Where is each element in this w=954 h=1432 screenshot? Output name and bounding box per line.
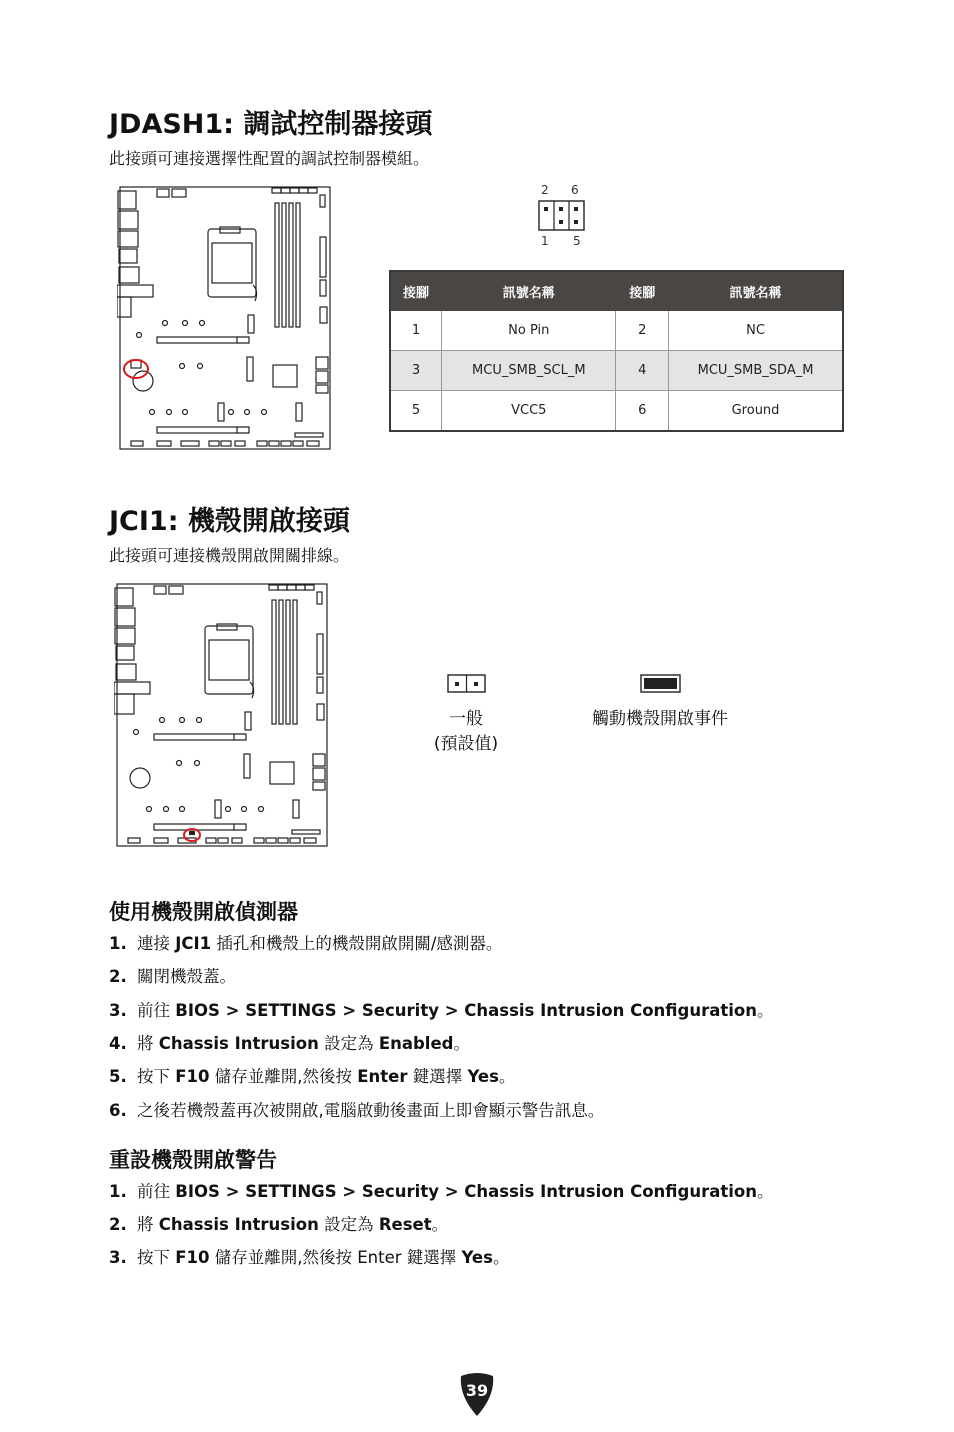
table-cell: 2 bbox=[616, 311, 669, 351]
step-text-bold: Yes bbox=[461, 1248, 493, 1267]
jci-normal-text: 一般 bbox=[449, 709, 483, 729]
page-number-badge bbox=[457, 1372, 497, 1418]
step-text: 儲存並離開,然後按 bbox=[209, 1067, 358, 1087]
reset-warning-step-3 bbox=[109, 1244, 509, 1268]
step-number: 1. bbox=[109, 934, 127, 953]
step-text: 設定為 bbox=[318, 1033, 379, 1053]
step-text-bold: Chassis Intrusion bbox=[158, 1215, 319, 1234]
step-text: 鍵選擇 bbox=[407, 1067, 468, 1087]
jdash-title: JDASH1: 調試控制器接頭 bbox=[109, 109, 433, 140]
table-row bbox=[390, 391, 843, 432]
table-cell: 3 bbox=[390, 351, 442, 391]
step-text-bold: Enabled bbox=[378, 1033, 454, 1053]
jci-normal-label bbox=[420, 707, 512, 757]
step-text: 關閉機殼蓋。 bbox=[137, 967, 236, 987]
motherboard-diagram-jdash bbox=[117, 185, 333, 451]
use-detector-step-5 bbox=[109, 1063, 515, 1087]
table-cell: 5 bbox=[390, 391, 442, 432]
table-cell: 4 bbox=[616, 351, 669, 391]
table-cell: MCU_SMB_SDA_M bbox=[669, 351, 843, 391]
col-header-pin: 接腳 bbox=[616, 271, 669, 311]
step-text: 插孔和機殼上的機殼開啟開關/感測器。 bbox=[211, 934, 503, 953]
step-text: 。 bbox=[431, 1215, 449, 1234]
jci-normal-jumper-icon bbox=[447, 674, 487, 698]
table-row bbox=[390, 351, 843, 391]
step-number: 2. bbox=[109, 1215, 127, 1234]
use-detector-step-1 bbox=[109, 930, 502, 954]
jci-trigger-jumper-icon bbox=[640, 674, 682, 698]
use-detector-heading: 使用機殼開啟偵測器 bbox=[109, 900, 298, 924]
jci-description: 此接頭可連接機殼開啟開關排線。 bbox=[109, 546, 350, 565]
step-text: 將 bbox=[137, 1033, 159, 1053]
step-text: 之後若機殼蓋再次被開啟,電腦啟動後畫面上即會顯示警告訊息。 bbox=[137, 1100, 605, 1120]
step-text: 儲存並離開,然後按 Enter 鍵選擇 bbox=[209, 1248, 462, 1267]
page-number: 39 bbox=[465, 1381, 489, 1400]
step-text: 。 bbox=[492, 1248, 510, 1267]
use-detector-step-2 bbox=[109, 963, 236, 987]
table-cell: 1 bbox=[390, 311, 442, 351]
step-number: 2. bbox=[109, 967, 127, 987]
step-text: 前往 bbox=[137, 1182, 176, 1201]
step-text-bold: BIOS > SETTINGS > Security > Chassis Intrusion Configuration bbox=[175, 1182, 757, 1201]
step-text: 前往 bbox=[137, 1000, 176, 1020]
step-number: 5. bbox=[109, 1067, 127, 1087]
step-text-bold: F10 bbox=[175, 1248, 210, 1267]
step-text-bold: Reset bbox=[378, 1215, 432, 1234]
pin-label-5: 5 bbox=[573, 234, 581, 248]
step-number: 4. bbox=[109, 1033, 127, 1053]
table-cell: 6 bbox=[616, 391, 669, 432]
table-cell: NC bbox=[669, 311, 843, 351]
col-header-signal: 訊號名稱 bbox=[669, 271, 843, 311]
jci-trigger-label: 觸動機殼開啟事件 bbox=[592, 709, 728, 729]
step-number: 3. bbox=[109, 1000, 127, 1020]
table-cell: VCC5 bbox=[442, 391, 616, 432]
jci-title: JCI1: 機殼開啟接頭 bbox=[109, 506, 350, 537]
reset-warning-step-2 bbox=[109, 1211, 448, 1235]
motherboard-diagram-jci bbox=[114, 582, 330, 848]
step-text: 按下 bbox=[137, 1248, 176, 1267]
use-detector-step-3 bbox=[109, 997, 773, 1021]
col-header-signal: 訊號名稱 bbox=[442, 271, 616, 311]
pin-label-2: 2 bbox=[541, 183, 549, 197]
step-number: 6. bbox=[109, 1100, 127, 1120]
table-cell: No Pin bbox=[442, 311, 616, 351]
step-text: 按下 bbox=[137, 1067, 176, 1087]
step-text-bold: F10 bbox=[175, 1067, 210, 1087]
jdash-header-diagram bbox=[538, 200, 586, 236]
step-text-bold: Chassis Intrusion bbox=[158, 1033, 319, 1053]
use-detector-step-6 bbox=[109, 1097, 604, 1121]
use-detector-step-4 bbox=[109, 1030, 470, 1054]
step-number: 3. bbox=[109, 1248, 127, 1267]
step-text-bold: JCI1 bbox=[175, 934, 212, 953]
col-header-pin: 接腳 bbox=[390, 271, 442, 311]
step-text-bold: Enter bbox=[357, 1067, 408, 1087]
jdash-pin-table bbox=[389, 270, 844, 432]
step-text: 。 bbox=[453, 1033, 470, 1053]
table-header-row bbox=[390, 271, 843, 311]
jci-normal-default-text: (預設值) bbox=[433, 734, 499, 754]
step-text-bold: Yes bbox=[467, 1067, 499, 1087]
step-text: 設定為 bbox=[318, 1215, 379, 1234]
pin-label-6: 6 bbox=[571, 183, 579, 197]
reset-warning-step-1 bbox=[109, 1178, 773, 1202]
table-cell: MCU_SMB_SCL_M bbox=[442, 351, 616, 391]
table-cell: Ground bbox=[669, 391, 843, 432]
jdash-description: 此接頭可連接選擇性配置的調試控制器模組。 bbox=[109, 149, 430, 168]
reset-warning-heading: 重設機殼開啟警告 bbox=[109, 1148, 277, 1172]
pin-label-1: 1 bbox=[541, 234, 549, 248]
step-text: 連接 bbox=[137, 934, 176, 953]
step-text: 。 bbox=[498, 1067, 516, 1087]
step-number: 1. bbox=[109, 1182, 127, 1201]
step-text: 。 bbox=[756, 1000, 774, 1020]
table-row bbox=[390, 311, 843, 351]
step-text: 將 bbox=[137, 1215, 159, 1234]
step-text-bold: BIOS > SETTINGS > Security > Chassis Intrusion Configuration bbox=[175, 1000, 757, 1020]
step-text: 。 bbox=[756, 1182, 774, 1201]
